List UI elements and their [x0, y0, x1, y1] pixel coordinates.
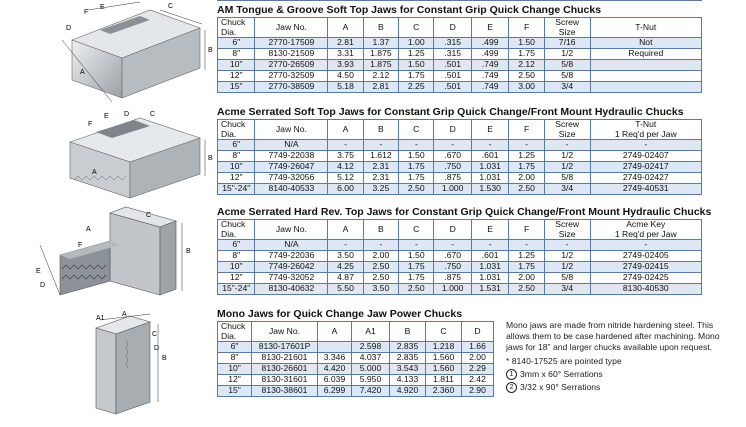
table-cell: Required	[590, 49, 701, 60]
col-header-b: B	[363, 120, 398, 140]
table-cell: 1.50	[399, 60, 434, 71]
table-cell: 6"	[218, 140, 255, 151]
col-header-b: B	[390, 322, 426, 342]
table-cell: 4.420	[318, 364, 352, 375]
section-title: Acme Serrated Hard Rev. Top Jaws for Constant Grip Quick Change/Front Mount Hydraulic Chucks	[217, 206, 712, 218]
table-cell: 5.000	[352, 364, 390, 375]
table-cell: 3/4	[544, 184, 590, 195]
table-row	[218, 162, 702, 173]
table-cell: 1.25	[509, 151, 544, 162]
table-cell: .749	[471, 60, 508, 71]
col-header-a: A	[318, 322, 352, 342]
table-row	[218, 184, 702, 195]
table-cell: -	[509, 240, 544, 251]
table-cell: 2.29	[462, 364, 494, 375]
col-header-c: C	[399, 18, 434, 38]
mono-jaw-notes	[506, 320, 738, 393]
table-cell: 1.875	[363, 60, 398, 71]
table-cell: 1.031	[471, 273, 508, 284]
col-header-acme-key: Acme Key 1 Req'd per Jaw	[590, 220, 701, 240]
table-row	[218, 38, 702, 49]
header-row	[218, 322, 494, 342]
table-cell: 1.612	[363, 151, 398, 162]
table-cell: 7749-26042	[255, 262, 328, 273]
table-cell: 10"	[218, 60, 255, 71]
table-cell: 15"-24"	[218, 184, 255, 195]
col-header-jaw-no: Jaw No.	[255, 220, 328, 240]
col-header-screw-size: Screw Size	[544, 18, 590, 38]
table-cell: -	[328, 240, 363, 251]
mono-jaw-figure	[0, 310, 216, 422]
table-cell: 5.18	[328, 82, 363, 93]
table-cell: 1.75	[399, 173, 434, 184]
table-cell: .499	[471, 38, 508, 49]
table-row	[218, 375, 494, 386]
table-cell: 8130-21509	[255, 49, 328, 60]
table-cell: 2.12	[509, 60, 544, 71]
table-cell: 1/2	[544, 151, 590, 162]
col-header-e: E	[471, 18, 508, 38]
col-header-chuck: Chuck Dia.	[218, 322, 252, 342]
table-cell: 2770-26509	[255, 60, 328, 71]
table-cell: 1.75	[399, 162, 434, 173]
table-cell: 2770-17509	[255, 38, 328, 49]
circled-one-icon: 1	[506, 369, 517, 380]
table-cell: 1.000	[434, 284, 471, 295]
table-cell: -	[399, 240, 434, 251]
section-acme-soft	[217, 106, 702, 195]
table-cell: 1.031	[471, 162, 508, 173]
col-header-e: E	[471, 120, 508, 140]
table-body	[218, 342, 494, 397]
col-header-f: F	[509, 120, 544, 140]
table-cell: 8"	[218, 49, 255, 60]
table-cell: 5.50	[328, 284, 363, 295]
table-cell: 6.299	[318, 386, 352, 397]
header-row	[218, 18, 702, 38]
table-row	[218, 386, 494, 397]
table-cell: 2.31	[363, 173, 398, 184]
table-cell: 2.00	[462, 353, 494, 364]
table-cell: .875	[434, 273, 471, 284]
table-cell: 1.37	[363, 38, 398, 49]
table-cell: 1.811	[426, 375, 462, 386]
table-cell: 2749-02427	[590, 173, 701, 184]
table-cell: 3.93	[328, 60, 363, 71]
table-cell: 4.920	[390, 386, 426, 397]
table-cell: 1.530	[471, 184, 508, 195]
fig2-label-a: A	[92, 169, 97, 176]
table-cell: 2.00	[363, 251, 398, 262]
table-cell: 6"	[218, 240, 255, 251]
table-cell: 15"-24"	[218, 284, 255, 295]
col-header-screw-size: Screw Size	[544, 220, 590, 240]
col-header-a: A	[328, 120, 363, 140]
table-cell: 12"	[218, 375, 252, 386]
table-body	[218, 140, 702, 195]
table-cell: 7749-32056	[255, 173, 328, 184]
table-cell: 1.75	[399, 273, 434, 284]
table-cell: 1.25	[399, 49, 434, 60]
table-cell: 7.420	[352, 386, 390, 397]
table-cell: 1.75	[509, 262, 544, 273]
table-cell: 1.875	[363, 49, 398, 60]
table-cell: 8130-26601	[252, 364, 318, 375]
table-cell: 2770-38509	[255, 82, 328, 93]
table-cell: -	[590, 240, 701, 251]
table-cell: 1.031	[471, 173, 508, 184]
section-acme-hard	[217, 206, 711, 295]
table-row	[218, 82, 702, 93]
col-header-chuck: Chuck Dia.	[218, 18, 255, 38]
spec-table	[217, 321, 494, 397]
table-cell: -	[590, 140, 701, 151]
fig1-label-c: C	[168, 3, 174, 10]
table-cell: -	[328, 140, 363, 151]
spec-table	[217, 219, 702, 295]
table-cell: 1.531	[471, 284, 508, 295]
table-cell: 1.560	[426, 353, 462, 364]
table-row	[218, 140, 702, 151]
table-cell: 15"	[218, 82, 255, 93]
col-header-tnut: T-Nut	[590, 18, 701, 38]
table-cell: .750	[434, 262, 471, 273]
fig1-label-b: B	[208, 47, 213, 54]
table-cell: .749	[471, 71, 508, 82]
table-cell: -	[434, 140, 471, 151]
fig1-label-e: E	[100, 4, 105, 11]
table-cell: 2770-32509	[255, 71, 328, 82]
table-cell: 2.81	[328, 38, 363, 49]
table-cell: -	[544, 140, 590, 151]
table-cell: -	[363, 240, 398, 251]
table-cell: 5/8	[544, 71, 590, 82]
table-cell: 2.50	[509, 71, 544, 82]
table-cell: .601	[471, 151, 508, 162]
table-cell: 2.835	[390, 342, 426, 353]
col-header-d: D	[462, 322, 494, 342]
table-cell: .501	[434, 60, 471, 71]
fig3-label-a: A	[86, 226, 91, 233]
col-header-d: D	[434, 120, 471, 140]
table-cell: 10"	[218, 162, 255, 173]
table-cell: N/A	[255, 140, 328, 151]
notes-text: Mono jaws are made from nitride hardening steel. This allows them to be case hardened after machining. Mono jaws for 18" and larger chucks available upon request.	[506, 320, 720, 352]
table-cell: 5/8	[544, 60, 590, 71]
table-cell: 2.50	[399, 184, 434, 195]
table-row	[218, 251, 702, 262]
col-header-f: F	[509, 220, 544, 240]
table-body	[218, 38, 702, 93]
table-row	[218, 173, 702, 184]
circled-two-icon: 2	[506, 382, 517, 393]
section-mono-jaws	[217, 308, 494, 397]
table-cell: 1/2	[544, 49, 590, 60]
table-cell: 2749-02415	[590, 262, 701, 273]
table-cell: .315	[434, 49, 471, 60]
table-cell: 12"	[218, 273, 255, 284]
table-cell: 3.50	[328, 251, 363, 262]
table-cell: .750	[434, 162, 471, 173]
table-cell: -	[399, 140, 434, 151]
col-header-c: C	[399, 120, 434, 140]
table-cell: 2.50	[509, 184, 544, 195]
spec-table	[217, 119, 702, 195]
section-title: Mono Jaws for Quick Change Jaw Power Chucks	[217, 308, 463, 320]
table-cell: 1.50	[509, 38, 544, 49]
fig3-label-e: E	[36, 268, 41, 275]
table-cell: 2.12	[363, 71, 398, 82]
table-cell: 10"	[218, 262, 255, 273]
table-cell: 1.560	[426, 364, 462, 375]
table-cell: 1.50	[399, 251, 434, 262]
table-cell: 10"	[218, 364, 252, 375]
table-cell: Not	[590, 38, 701, 49]
table-cell: 4.50	[328, 71, 363, 82]
table-cell: 1.218	[426, 342, 462, 353]
table-cell: 3.50	[363, 284, 398, 295]
header-row	[218, 120, 702, 140]
table-cell: .601	[471, 251, 508, 262]
table-cell: 2.50	[363, 273, 398, 284]
table-row	[218, 284, 702, 295]
table-cell: 2749-02417	[590, 162, 701, 173]
fig3-label-c: C	[146, 212, 152, 219]
table-cell: 4.87	[328, 273, 363, 284]
notes-pointed: * 8140-17525 are pointed type	[506, 356, 622, 366]
col-header-e: E	[471, 220, 508, 240]
col-header-b: B	[363, 18, 398, 38]
col-header-jaw-no: Jaw No.	[255, 120, 328, 140]
table-cell: 2.835	[390, 353, 426, 364]
acme-hard-jaw-figure	[0, 205, 216, 310]
fig1-label-d: D	[66, 25, 72, 32]
acme-soft-jaw-figure	[0, 110, 216, 205]
table-cell: 1.75	[399, 71, 434, 82]
table-cell: 1/2	[544, 262, 590, 273]
table-cell: 6.039	[318, 375, 352, 386]
fig2-label-f: F	[88, 121, 93, 128]
table-cell: 3.31	[328, 49, 363, 60]
table-cell: 4.133	[390, 375, 426, 386]
col-header-a: A	[328, 18, 363, 38]
fig2-label-d: D	[124, 111, 130, 118]
table-cell: -	[363, 140, 398, 151]
table-cell: 3.25	[363, 184, 398, 195]
table-cell: 8130-40530	[590, 284, 701, 295]
table-cell: 7/16	[544, 38, 590, 49]
table-cell: 3/4	[544, 284, 590, 295]
table-cell: 4.12	[328, 162, 363, 173]
table-cell: .501	[434, 82, 471, 93]
table-cell: 1/2	[544, 162, 590, 173]
table-cell: -	[434, 240, 471, 251]
tongue-groove-jaw-figure	[0, 0, 216, 110]
table-cell: -	[471, 140, 508, 151]
table-cell: 8130-38601	[252, 386, 318, 397]
header-row	[218, 220, 702, 240]
col-header-chuck: Chuck Dia.	[218, 120, 255, 140]
col-header-jaw-no: Jaw No.	[252, 322, 318, 342]
table-cell: 2.00	[509, 273, 544, 284]
table-cell: 2.42	[462, 375, 494, 386]
table-row	[218, 273, 702, 284]
fig4-label-d: D	[154, 345, 160, 352]
col-header-a1: A1	[352, 322, 390, 342]
table-cell: 2.81	[363, 82, 398, 93]
table-cell: 2.50	[509, 284, 544, 295]
table-cell: 2.598	[352, 342, 390, 353]
table-row	[218, 364, 494, 375]
col-header-tnut: T-Nut 1 Req'd per Jaw	[590, 120, 701, 140]
table-cell: 1.75	[399, 262, 434, 273]
table-cell: .875	[434, 173, 471, 184]
table-row	[218, 353, 494, 364]
notes-serration-2: 2 3/32 x 90° Serrations	[506, 382, 738, 393]
table-cell: 3.543	[390, 364, 426, 375]
table-cell: 6"	[218, 342, 252, 353]
table-cell: 6.00	[328, 184, 363, 195]
table-cell: N/A	[255, 240, 328, 251]
col-header-c: C	[426, 322, 462, 342]
spec-table	[217, 17, 702, 93]
table-cell: 2.31	[363, 162, 398, 173]
table-cell: .315	[434, 38, 471, 49]
table-row	[218, 342, 494, 353]
table-cell: 2749-02407	[590, 151, 701, 162]
col-header-jaw-no: Jaw No.	[255, 18, 328, 38]
table-cell: 5/8	[544, 173, 590, 184]
table-cell: .670	[434, 251, 471, 262]
fig2-label-b: B	[208, 155, 213, 162]
table-cell: 1.031	[471, 262, 508, 273]
table-cell: 7749-22038	[255, 151, 328, 162]
table-cell: -	[544, 240, 590, 251]
table-row	[218, 71, 702, 82]
table-cell: 8"	[218, 151, 255, 162]
fig2-label-e: E	[104, 113, 109, 120]
table-cell: 5/8	[544, 273, 590, 284]
table-cell: 2749-02405	[590, 251, 701, 262]
col-header-screw-size: Screw Size	[544, 120, 590, 140]
table-cell: 1.25	[509, 251, 544, 262]
table-cell	[590, 60, 701, 71]
table-cell: -	[509, 140, 544, 151]
table-cell: 2.50	[363, 262, 398, 273]
section-title: AM Tongue & Groove Soft Top Jaws for Constant Grip Quick Change Chucks	[217, 4, 602, 16]
table-cell: 3/4	[544, 82, 590, 93]
table-cell: 3.75	[328, 151, 363, 162]
table-cell: 3.346	[318, 353, 352, 364]
table-cell: 1/2	[544, 251, 590, 262]
table-cell: 12"	[218, 173, 255, 184]
table-cell: 4.037	[352, 353, 390, 364]
fig3-label-f: F	[78, 242, 83, 249]
table-cell: 4.25	[328, 262, 363, 273]
table-cell: 15"	[218, 386, 252, 397]
table-cell	[590, 71, 701, 82]
table-cell: -	[471, 240, 508, 251]
table-cell: 8140-40533	[255, 184, 328, 195]
table-cell: 8130-40632	[255, 284, 328, 295]
table-cell: 1.75	[509, 49, 544, 60]
table-row	[218, 151, 702, 162]
table-cell: 1.50	[399, 151, 434, 162]
table-cell: 2.25	[399, 82, 434, 93]
fig1-label-a: A	[80, 69, 85, 76]
table-cell: 5.12	[328, 173, 363, 184]
table-cell: 2.50	[399, 284, 434, 295]
table-cell: 7749-22036	[255, 251, 328, 262]
fig1-label-f: F	[84, 9, 89, 16]
table-cell: 8130-21601	[252, 353, 318, 364]
table-cell: 8130-31601	[252, 375, 318, 386]
table-row	[218, 49, 702, 60]
table-cell: .501	[434, 71, 471, 82]
section-title: Acme Serrated Soft Top Jaws for Constant Grip Quick Change/Front Mount Hydraulic Chucks	[217, 106, 684, 118]
col-header-chuck: Chuck Dia.	[218, 220, 255, 240]
col-header-d: D	[434, 18, 471, 38]
table-cell: 2749-02425	[590, 273, 701, 284]
table-cell: .670	[434, 151, 471, 162]
table-row	[218, 240, 702, 251]
table-cell: 8"	[218, 251, 255, 262]
fig4-label-a1: A1	[96, 315, 105, 322]
table-cell: 5.950	[352, 375, 390, 386]
table-cell: 2.90	[462, 386, 494, 397]
table-cell: .499	[471, 49, 508, 60]
fig4-label-b: B	[162, 355, 167, 362]
table-cell: 12"	[218, 71, 255, 82]
table-cell: 6"	[218, 38, 255, 49]
col-header-f: F	[509, 18, 544, 38]
notes-serration-1: 1 3mm x 60° Serrations	[506, 369, 738, 380]
table-cell: 8"	[218, 353, 252, 364]
table-cell: 8130-17601P	[252, 342, 318, 353]
table-cell: 3.00	[509, 82, 544, 93]
col-header-b: B	[363, 220, 398, 240]
table-cell: 7749-32052	[255, 273, 328, 284]
col-header-d: D	[434, 220, 471, 240]
table-cell: 1.00	[399, 38, 434, 49]
fig4-label-c: C	[152, 331, 158, 338]
table-cell: 1.000	[434, 184, 471, 195]
table-cell: .749	[471, 82, 508, 93]
table-body	[218, 240, 702, 295]
table-cell: 1.66	[462, 342, 494, 353]
section-tongue-groove	[217, 4, 702, 93]
table-cell: 2.360	[426, 386, 462, 397]
table-cell: 7749-26047	[255, 162, 328, 173]
fig3-label-b: B	[186, 248, 191, 255]
fig3-label-d: D	[40, 282, 46, 289]
table-cell: 2.00	[509, 173, 544, 184]
fig4-label-a: A	[122, 311, 127, 318]
table-cell	[318, 342, 352, 353]
fig2-label-c: C	[150, 111, 156, 118]
col-header-c: C	[399, 220, 434, 240]
table-cell	[590, 82, 701, 93]
table-row	[218, 262, 702, 273]
table-cell: 1.75	[509, 162, 544, 173]
table-cell: 2749-40531	[590, 184, 701, 195]
table-row	[218, 60, 702, 71]
col-header-a: A	[328, 220, 363, 240]
